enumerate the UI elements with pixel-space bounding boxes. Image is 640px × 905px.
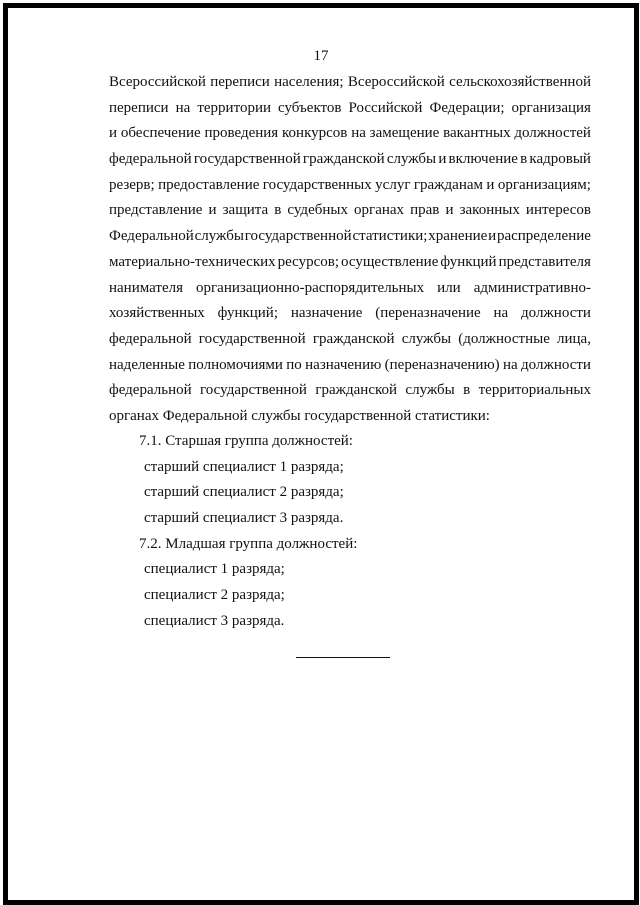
paragraph-word: гражданской bbox=[312, 330, 395, 347]
paragraph-line bbox=[109, 301, 591, 327]
senior-group-item: старший специалист 2 разряда; bbox=[144, 484, 344, 501]
paragraph-word: территориальных bbox=[478, 382, 591, 399]
paragraph-word: федеральной bbox=[109, 382, 192, 399]
paragraph-word: проведения bbox=[204, 125, 279, 142]
junior-group-item: специалист 2 разряда; bbox=[144, 587, 285, 604]
paragraph-word: распределение bbox=[496, 228, 591, 245]
paragraph-word: резерв; bbox=[109, 176, 155, 193]
paragraph-word: в bbox=[274, 202, 282, 219]
paragraph-word: федеральной bbox=[109, 151, 192, 168]
paragraph-word: и bbox=[208, 202, 217, 219]
paragraph-word: прав bbox=[410, 202, 440, 219]
paragraph-word: государственной bbox=[200, 382, 307, 399]
senior-group-heading: 7.1. Старшая группа должностей: bbox=[139, 433, 353, 449]
paragraph-line bbox=[109, 327, 591, 353]
paragraph-word: хранение bbox=[428, 228, 488, 245]
paragraph-word: представление bbox=[109, 202, 203, 219]
paragraph-word: кадровый bbox=[529, 151, 591, 168]
paragraph-word: осуществление bbox=[341, 253, 439, 270]
paragraph-word: субъектов bbox=[278, 99, 342, 116]
paragraph-word: государственной bbox=[198, 330, 306, 347]
paragraph-line bbox=[109, 198, 591, 224]
paragraph-word: государственных bbox=[262, 176, 372, 193]
paragraph-word: услуг bbox=[375, 176, 411, 193]
paragraph-line bbox=[109, 121, 591, 147]
senior-group-item: старший специалист 1 разряда; bbox=[144, 458, 344, 475]
paragraph-word: службы bbox=[386, 151, 437, 168]
paragraph-word: Всероссийской bbox=[347, 74, 445, 90]
paragraph-word: на bbox=[503, 356, 518, 373]
paragraph-word: сельскохозяйственной bbox=[449, 74, 591, 90]
paragraph-word: административно- bbox=[473, 279, 591, 296]
paragraph-word: обеспечение bbox=[120, 125, 201, 142]
paragraph-word: (должностные bbox=[458, 330, 550, 347]
paragraph-word: организация bbox=[511, 99, 591, 116]
paragraph-word: лица, bbox=[557, 330, 591, 347]
junior-group-item: специалист 3 разряда. bbox=[144, 612, 285, 629]
paragraph-line bbox=[109, 96, 591, 122]
end-divider-line bbox=[296, 657, 390, 658]
paragraph-word: гражданской bbox=[315, 382, 398, 399]
paragraph-word: и bbox=[486, 176, 495, 193]
paragraph-word: назначению bbox=[305, 356, 382, 373]
paragraph-word: замещение bbox=[369, 125, 440, 142]
paragraph-word: законных bbox=[459, 202, 520, 219]
paragraph-line bbox=[109, 224, 591, 250]
paragraph-word: интересов bbox=[525, 202, 591, 219]
paragraph-word: федеральной bbox=[109, 330, 192, 347]
body-paragraph bbox=[109, 70, 591, 430]
paragraph-word: предоставление bbox=[158, 176, 260, 193]
paragraph-word: Федеральной bbox=[109, 228, 194, 245]
paragraph-word: полномочиями bbox=[188, 356, 283, 373]
senior-group-item: старший специалист 3 разряда. bbox=[144, 510, 344, 527]
paragraph-word: гражданам bbox=[413, 176, 484, 193]
paragraph-word: ресурсов; bbox=[277, 253, 340, 270]
paragraph-word: переписи bbox=[210, 74, 270, 90]
paragraph-word: включение bbox=[448, 151, 518, 168]
paragraph-word: конкурсов bbox=[282, 125, 348, 142]
paragraph-word: службы bbox=[405, 382, 455, 399]
paragraph-word: переписи bbox=[109, 99, 169, 116]
paragraph-word: назначение bbox=[290, 305, 363, 322]
paragraph-word: организационно-распорядительных bbox=[196, 279, 425, 296]
paragraph-word: должности bbox=[521, 356, 591, 373]
paragraph-word: государственной bbox=[193, 151, 301, 168]
paragraph-word: и bbox=[445, 202, 454, 219]
paragraph-word: должности bbox=[521, 305, 591, 322]
paragraph-word: органах bbox=[354, 202, 405, 219]
junior-group-item: специалист 1 разряда; bbox=[144, 561, 285, 578]
paragraph-line bbox=[109, 404, 591, 430]
paragraph-word: на bbox=[493, 305, 509, 322]
paragraph-word: в bbox=[520, 151, 528, 168]
paragraph-word: функций; bbox=[217, 305, 279, 322]
paragraph-word: на bbox=[175, 99, 191, 116]
paragraph-word: материально-технических bbox=[109, 253, 276, 270]
paragraph-word: и bbox=[109, 125, 118, 142]
paragraph-word: в bbox=[463, 382, 471, 399]
paragraph-word: и bbox=[488, 228, 497, 245]
paragraph-word: территории bbox=[197, 99, 271, 116]
paragraph-word: государственной bbox=[244, 228, 352, 245]
paragraph-line bbox=[109, 276, 591, 302]
paragraph-word: вакантных bbox=[443, 125, 511, 142]
paragraph-word: нанимателя bbox=[109, 279, 183, 296]
paragraph-word: или bbox=[437, 279, 461, 296]
position-groups-list bbox=[139, 429, 357, 635]
paragraph-word: хозяйственных bbox=[109, 305, 205, 322]
paragraph-word: должностей bbox=[514, 125, 591, 142]
paragraph-word: гражданской bbox=[302, 151, 385, 168]
paragraph-line bbox=[109, 378, 591, 404]
paragraph-word: службы bbox=[401, 330, 452, 347]
paragraph-word: представителя bbox=[498, 253, 591, 270]
paragraph-line bbox=[109, 173, 591, 199]
paragraph-word: Всероссийской bbox=[109, 74, 206, 90]
paragraph-word: (переназначение bbox=[375, 305, 481, 322]
paragraph-word: статистики; bbox=[352, 228, 428, 245]
paragraph-word: функций bbox=[440, 253, 497, 270]
paragraph-word: органах Федеральной службы государственной статистики: bbox=[109, 407, 490, 424]
paragraph-line bbox=[109, 353, 591, 379]
paragraph-word: службы bbox=[194, 228, 244, 245]
paragraph-word: судебных bbox=[287, 202, 348, 219]
junior-group-heading: 7.2. Младшая группа должностей: bbox=[139, 535, 358, 552]
paragraph-word: организациям; bbox=[497, 176, 591, 193]
paragraph-word: (переназначению) bbox=[384, 356, 500, 373]
page-number: 17 bbox=[313, 48, 329, 64]
paragraph-word: и bbox=[438, 151, 447, 168]
paragraph-line bbox=[109, 147, 591, 173]
paragraph-word: Федерации; bbox=[429, 99, 505, 116]
paragraph-word: на bbox=[351, 125, 366, 142]
paragraph-word: населения; bbox=[274, 74, 344, 90]
paragraph-line bbox=[109, 70, 591, 96]
page-frame bbox=[3, 3, 639, 905]
paragraph-word: по bbox=[286, 356, 302, 373]
paragraph-word: защита bbox=[222, 202, 269, 219]
paragraph-word: наделенные bbox=[109, 356, 185, 373]
paragraph-word: Российской bbox=[348, 99, 423, 116]
paragraph-line bbox=[109, 250, 591, 276]
